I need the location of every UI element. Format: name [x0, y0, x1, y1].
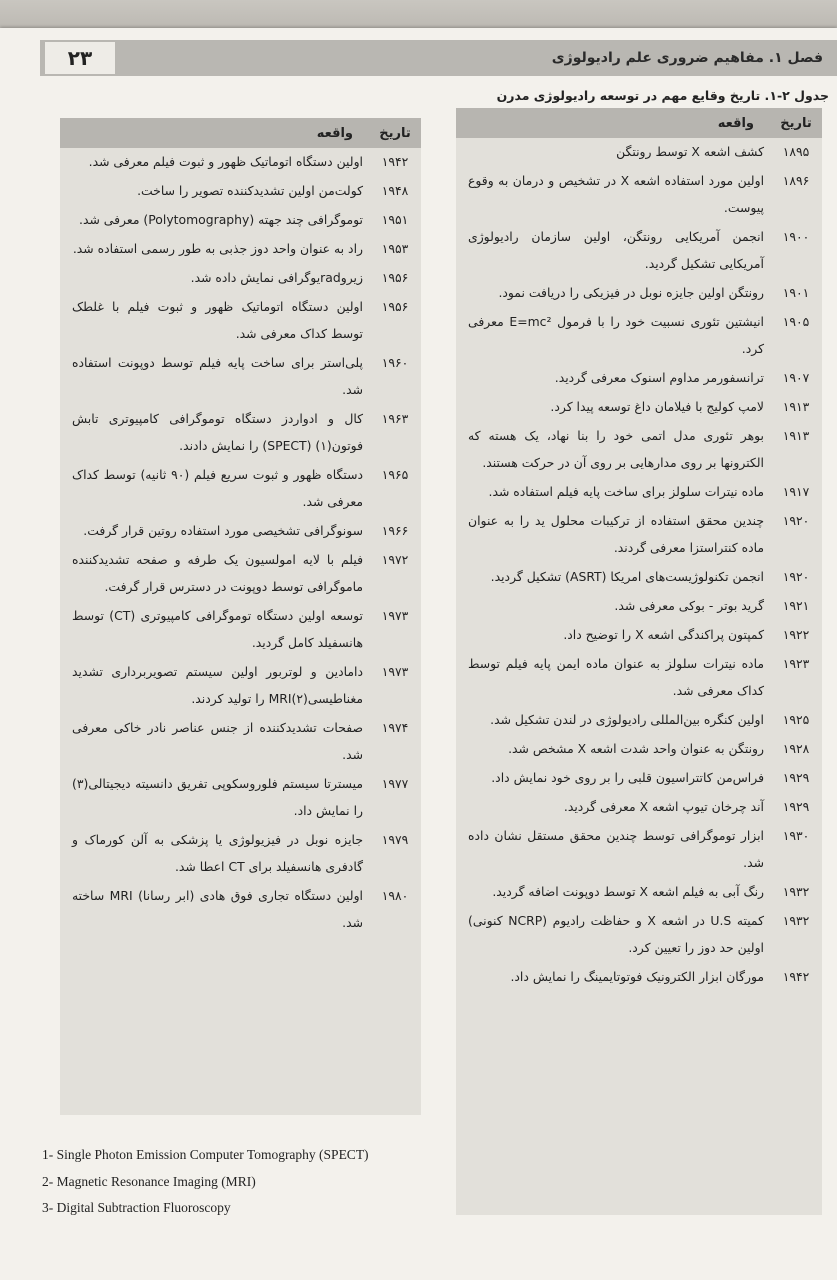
footnote: 3- Digital Subtraction Fluoroscopy: [42, 1200, 231, 1215]
row-year: ۱۹۴۲: [381, 154, 409, 169]
table-row: [456, 706, 822, 735]
row-event: اولین دستگاه اتوماتیک ظهور و ثبوت فیلم با غلطک توسط کداک معرفی شد.: [72, 299, 363, 341]
row-event: زیروradیوگرافی نمایش داده شد.: [190, 270, 363, 285]
table-row: [456, 422, 822, 478]
row-event: لامپ کولیج با فیلامان داغ توسعه پیدا کرد.: [550, 399, 764, 414]
table-row: [456, 507, 822, 563]
table-row: [60, 206, 421, 235]
row-event: ابزار توموگرافی توسط چندین محقق مستقل نشان داده شد.: [468, 828, 764, 870]
row-year: ۱۹۲۲: [782, 627, 810, 642]
row-year: ۱۹۱۷: [782, 484, 810, 499]
table-row: [456, 364, 822, 393]
table-body: [60, 148, 421, 938]
row-event: ماده نیترات سلولز به عنوان ماده ایمن پایه فیلم توسط کداک معرفی شد.: [468, 656, 764, 698]
row-year: ۱۹۳۲: [782, 913, 810, 928]
row-year: ۱۸۹۵: [782, 144, 810, 159]
row-event: رونتگن به عنوان واحد شدت اشعه X مشخص شد.: [508, 741, 764, 756]
row-event: اولین مورد استفاده اشعه X در تشخیص و درمان به وقوع پیوست.: [468, 173, 765, 215]
table-row: [60, 405, 421, 461]
row-event: ماده نیترات سلولز برای ساخت پایه فیلم استفاده شد.: [488, 484, 764, 499]
chapter-header: [40, 40, 837, 76]
row-event: کمپتون پراکندگی اشعه X را توضیح داد.: [563, 627, 764, 642]
row-event: انجمن تکنولوژیست‌های امریکا (ASRT) تشکیل گردید.: [490, 569, 764, 584]
row-year: ۱۹۵۶: [381, 299, 409, 314]
row-year: ۱۹۶۰: [381, 355, 409, 370]
row-event: پلی‌استر برای ساخت پایه فیلم توسط دوپونت استفاده شد.: [72, 355, 363, 397]
table-row: [60, 148, 421, 177]
row-year: ۱۹۷۲: [381, 552, 409, 567]
row-event: ترانسفورمر مداوم اسنوک معرفی گردید.: [554, 370, 764, 385]
row-event: کمیته U.S در اشعه X و حفاظت رادیوم (NCRP کنونی) اولین حد دوز را تعیین کرد.: [468, 913, 764, 955]
row-year: ۱۹۷۴: [381, 720, 409, 735]
row-event: کال و ادواردز دستگاه توموگرافی کامپیوتری تابش فوتون(۱) (SPECT) را نمایش دادند.: [72, 411, 363, 453]
row-year: ۱۹۲۱: [782, 598, 810, 613]
row-year: ۱۹۲۳: [782, 656, 810, 671]
table-row: [60, 264, 421, 293]
row-event: جایزه نوبل در فیزیولوژی یا پزشکی به آلن کورماک و گادفری هانسفیلد برای CT اعطا شد.: [72, 832, 363, 874]
row-event: آند چرخان تیوپ اشعه X معرفی گردید.: [563, 799, 764, 814]
table-row: [456, 963, 822, 992]
column-header-event: واقعه: [717, 115, 754, 131]
row-event: فراس‌من کاتتراسیون قلبی را بر روی خود نمایش داد.: [491, 770, 764, 785]
table-row: [60, 349, 421, 405]
column-header-year: تاریخ: [379, 125, 411, 141]
row-year: ۱۹۲۹: [782, 799, 810, 814]
table-header: [456, 108, 822, 138]
row-year: ۱۹۱۳: [782, 428, 810, 443]
row-year: ۱۹۶۵: [381, 467, 409, 482]
row-year: ۱۹۲۸: [782, 741, 810, 756]
row-event: اولین کنگره بین‌المللی رادیولوژی در لندن تشکیل شد.: [490, 712, 764, 727]
events-table-right: [456, 108, 822, 1215]
table-row: [60, 517, 421, 546]
row-year: ۱۹۲۹: [782, 770, 810, 785]
table-row: [456, 735, 822, 764]
table-row: [456, 393, 822, 422]
table-row: [456, 621, 822, 650]
column-header-event: واقعه: [316, 125, 353, 141]
row-year: ۱۹۲۵: [782, 712, 810, 727]
row-year: ۱۹۷۷: [381, 776, 409, 791]
row-year: ۱۹۵۱: [381, 212, 409, 227]
row-event: توسعه اولین دستگاه توموگرافی کامپیوتری (CT) توسط هانسفیلد کامل گردید.: [72, 608, 363, 650]
table-caption: جدول ۲-۱. تاریخ وقایع مهم در توسعه رادیولوژی مدرن: [496, 88, 829, 103]
events-table-left: [60, 118, 421, 1115]
row-event: بوهر تئوری مدل اتمی خود را بنا نهاد، یک هسته که الکترونها بر روی مدارهایی بر روی آن در حرکت هستند.: [468, 428, 764, 470]
footnote: 2- Magnetic Resonance Imaging (MRI): [42, 1173, 256, 1189]
table-row: [60, 826, 421, 882]
footnote: 1- Single Photon Emission Computer Tomography (SPECT): [42, 1147, 369, 1162]
row-event: سونوگرافی تشخیصی مورد استفاده روتین قرار گرفت.: [83, 523, 363, 538]
row-year: ۱۹۳۰: [782, 828, 810, 843]
row-year: ۱۹۶۶: [381, 523, 409, 538]
table-row: [456, 764, 822, 793]
table-row: [60, 235, 421, 264]
table-row: [60, 714, 421, 770]
table-row: [456, 907, 822, 963]
row-year: ۱۹۴۸: [381, 183, 409, 198]
row-year: ۱۹۷۳: [381, 608, 409, 623]
row-event: چندین محقق استفاده از ترکیبات محلول ید را به عنوان ماده کنتراستزا معرفی گردند.: [468, 513, 764, 555]
row-year: ۱۹۴۲: [782, 969, 810, 984]
row-event: مورگان ابزار الکترونیک فوتوتایمینگ را نمایش داد.: [510, 969, 764, 984]
table-row: [456, 592, 822, 621]
table-row: [60, 293, 421, 349]
row-year: ۱۹۷۳: [381, 664, 409, 679]
row-event: رنگ آبی به فیلم اشعه X توسط دوپونت اضافه گردید.: [492, 884, 764, 899]
row-event: توموگرافی چند جهته (Polytomography) معرفی شد.: [79, 212, 363, 227]
row-event: انیشتین تئوری نسبیت خود را با فرمول E=mc² معرفی کرد.: [468, 314, 764, 356]
chapter-title: فصل ۱. مفاهیم ضروری علم رادیولوژی: [551, 50, 823, 66]
column-header-year: تاریخ: [780, 115, 812, 131]
row-event: رونتگن اولین جایزه نوبل در فیزیکی را دریافت نمود.: [498, 285, 764, 300]
row-year: ۱۹۰۱: [782, 285, 810, 300]
table-row: [456, 878, 822, 907]
row-year: ۱۹۳۲: [782, 884, 810, 899]
table-row: [456, 138, 822, 167]
row-event: فیلم با لایه امولسیون یک طرفه و صفحه تشدیدکننده ماموگرافی توسط دوپونت در دسترس قرار گرفت.: [72, 552, 363, 594]
row-year: ۱۹۲۰: [782, 569, 810, 584]
table-row: [456, 478, 822, 507]
table-body: [456, 138, 822, 992]
table-row: [456, 793, 822, 822]
table-row: [60, 602, 421, 658]
table-row: [456, 167, 822, 223]
row-event: صفحات تشدیدکننده از جنس عناصر نادر خاکی معرفی شد.: [72, 720, 363, 762]
row-event: اولین دستگاه تجاری فوق هادی (ابر رسانا) MRI ساخته شد.: [72, 888, 363, 930]
row-event: کشف اشعه X توسط رونتگن: [616, 144, 764, 159]
row-year: ۱۹۸۰: [381, 888, 409, 903]
row-event: دامادین و لوتربور اولین سیستم تصویربرداری تشدید مغناطیسی(۲)MRI را تولید کردند.: [72, 664, 363, 706]
row-year: ۱۹۶۳: [381, 411, 409, 426]
row-year: ۱۹۷۹: [381, 832, 409, 847]
table-row: [60, 770, 421, 826]
table-row: [456, 650, 822, 706]
table-row: [456, 563, 822, 592]
row-event: راد به عنوان واحد دوز جذبی به طور رسمی استفاده شد.: [72, 241, 363, 256]
table-row: [60, 177, 421, 206]
table-header: [60, 118, 421, 148]
row-event: کولت‌من اولین تشدیدکننده تصویر را ساخت.: [137, 183, 363, 198]
table-row: [60, 546, 421, 602]
footnotes: [42, 1142, 442, 1222]
row-event: دستگاه ظهور و ثبوت سریع فیلم (۹۰ ثانیه) توسط کداک معرفی شد.: [72, 467, 363, 509]
row-year: ۱۹۰۰: [782, 229, 810, 244]
table-row: [456, 279, 822, 308]
row-year: ۱۹۰۵: [782, 314, 810, 329]
row-year: ۱۹۵۳: [381, 241, 409, 256]
table-row: [456, 223, 822, 279]
table-row: [456, 822, 822, 878]
row-event: اولین دستگاه اتوماتیک ظهور و ثبوت فیلم معرفی شد.: [88, 154, 363, 169]
row-year: ۱۹۰۷: [782, 370, 810, 385]
table-row: [60, 658, 421, 714]
row-year: ۱۹۱۳: [782, 399, 810, 414]
table-row: [60, 882, 421, 938]
row-year: ۱۹۲۰: [782, 513, 810, 528]
row-year: ۱۸۹۶: [782, 173, 810, 188]
row-year: ۱۹۵۶: [381, 270, 409, 285]
row-event: گرید بوتر - بوکی معرفی شد.: [614, 598, 764, 613]
table-row: [456, 308, 822, 364]
page-number: ۲۳: [45, 42, 115, 74]
row-event: میسترتا سیستم فلوروسکوپی تفریق دانسیته دیجیتالی(۳) را نمایش داد.: [72, 776, 363, 818]
row-event: انجمن آمریکایی رونتگن، اولین سازمان رادیولوژی آمریکایی تشکیل گردید.: [468, 229, 764, 271]
table-row: [60, 461, 421, 517]
